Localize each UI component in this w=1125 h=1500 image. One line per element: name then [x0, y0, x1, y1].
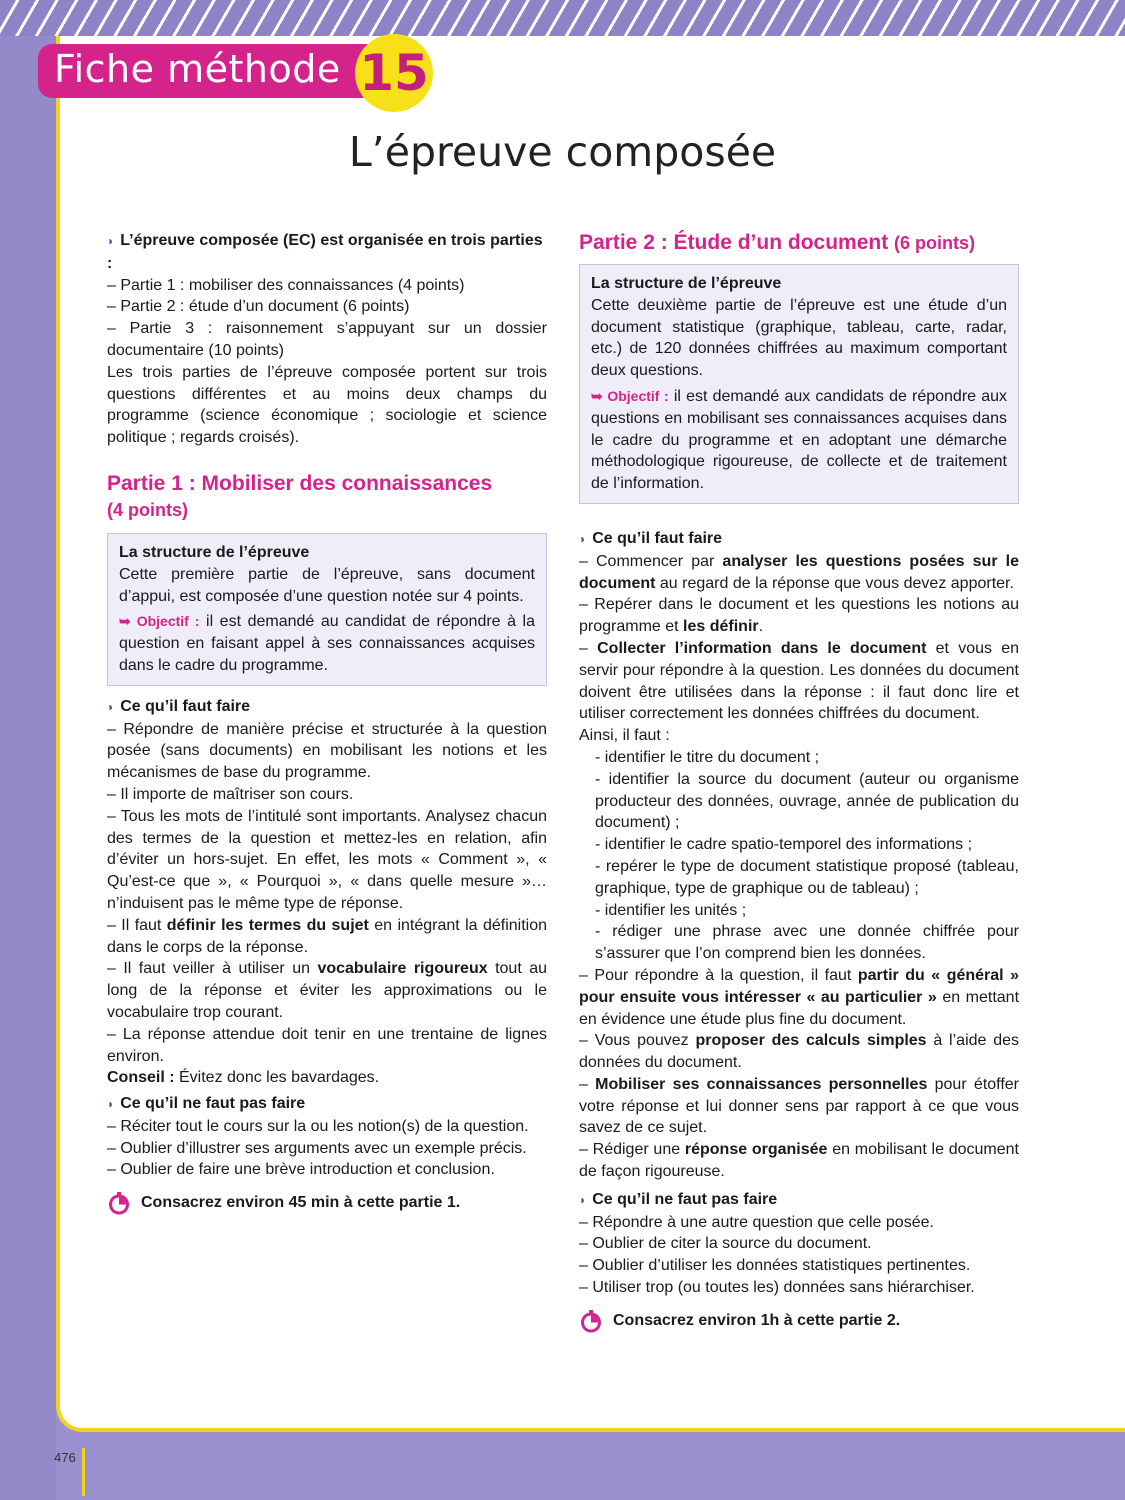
time-note: Consacrez environ 1h à cette partie 2. [579, 1309, 1019, 1333]
box-title: La structure de l’épreuve [591, 275, 782, 292]
step-item: - identifier la source du document (auteur ou organisme producteur des données, ouvrage, année de publication du document) ; [595, 770, 1019, 832]
do-item: – Répondre de manière précise et structurée à la question posée (sans documents) en mobilisant les notions et les mécanismes de base du programme. [107, 720, 547, 782]
do-item: – Rédiger une réponse organisée en mobilisant le document de façon rigoureuse. [579, 1141, 1019, 1181]
left-column [107, 230, 547, 1215]
dont-title: ◗ Ce qu’il ne faut pas faire [107, 1095, 306, 1113]
do-item: – La réponse attendue doit tenir en une trentaine de lignes environ. [107, 1025, 547, 1065]
do-item: – Commencer par analyser les questions posées sur le document au regard de la réponse que vous devez apporter. [579, 552, 1019, 592]
step-item: - repérer le type de document statistique proposé (tableau, graphique, type de graphique ou de tableau) ; [595, 857, 1019, 897]
do-item: – Il faut veiller à utiliser un vocabulaire rigoureux tout au long de la réponse et éviter les approximations ou le vocabulaire trop courant. [107, 960, 548, 1021]
page-title: L’épreuve composée [348, 128, 777, 176]
box-title: La structure de l’épreuve [119, 543, 310, 561]
dont-item: – Oublier de faire une brève introduction et conclusion. [107, 1161, 495, 1179]
objectif-text: ➥ Objectif : il est demandé aux candidats de répondre aux questions en mobilisant ses connaissances acquises dans le cadre du programme et en adoptant une démarche méthodologique rigoureuse, de collecte et de traitement de l’information. [591, 387, 1007, 493]
box-text: Cette deuxième partie de l’épreuve est une étude d’un document statistique (graphique, tableau, carte, radar, etc.) de 120 données chiffrées au maximum comportant deux questions. [591, 296, 1007, 380]
do-item: – Mobiliser ses connaissances personnelles pour étoffer votre réponse et lui donner sens par rapport à ce que vous savez de ce sujet. [579, 1075, 1019, 1137]
do-item: – Vous pouvez proposer des calculs simples à l’aide des données du document. [579, 1032, 1019, 1072]
time-note: Consacrez environ 45 min à cette partie 1. [107, 1191, 547, 1215]
intro-item: – Partie 3 : raisonnement s’appuyant sur un dossier documentaire (10 points) [107, 320, 547, 359]
part1-heading: Partie 1 : Mobiliser des connaissances (4 points) [107, 471, 493, 520]
header-number-badge: 15 [355, 34, 433, 112]
bullet-icon: ◗ [579, 531, 587, 546]
footer-divider [82, 1448, 85, 1496]
objectif-text: ➥ Objectif : il est demandé au candidat de répondre à la question en faisant appel à ses connaissances acquises dans le cadre du programme. [119, 613, 535, 674]
bullet-icon: ◗ [107, 234, 115, 248]
page-number: 476 [54, 1450, 76, 1465]
header-stripes [0, 0, 1125, 36]
do-title: ◗ Ce qu’il faut faire [107, 697, 251, 715]
do-item: – Pour répondre à la question, il faut partir du « général » pour ensuite vous intéresser « au particulier » en mettant en évidence une étude plus fine du document. [579, 966, 1020, 1028]
do-item: – Il faut définir les termes du sujet en intégrant la définition dans le corps de la réponse. [107, 916, 548, 956]
do-item: – Il importe de maîtriser son cours. [107, 785, 354, 803]
stopwatch-icon [579, 1309, 603, 1333]
part1-structure-box [107, 533, 547, 686]
dont-item: – Oublier d’illustrer ses arguments avec un exemple précis. [107, 1139, 527, 1157]
part2-heading: Partie 2 : Étude d’un document (6 points) [579, 231, 976, 254]
dont-item: – Réciter tout le cours sur la ou les notion(s) de la question. [107, 1117, 529, 1135]
right-column [579, 230, 1019, 1333]
do-title: ◗ Ce qu’il faut faire [579, 529, 723, 547]
do-item: – Collecter l’information dans le document et vous en servir pour répondre à la question. Les données du document doivent être utilisées dans la réponse : il faut donc lire et utiliser correctement les données chiffrées du document. [579, 639, 1020, 723]
conseil: Conseil : Évitez donc les bavardages. [107, 1069, 380, 1087]
dont-title: ◗ Ce qu’il ne faut pas faire [579, 1190, 778, 1208]
intro-item: – Partie 1 : mobiliser des connaissances (4 points) [107, 276, 465, 294]
part2-structure-box [579, 264, 1019, 504]
intro-bullet: ◗ L’épreuve composée (EC) est organisée en trois parties : [107, 232, 543, 272]
dont-item: – Utiliser trop (ou toutes les) données sans hiérarchiser. [579, 1279, 975, 1297]
left-margin-band [0, 36, 56, 1500]
intro-item: – Partie 2 : étude d’un document (6 points) [107, 298, 410, 316]
step-item: - identifier les unités ; [595, 901, 747, 919]
intro-paragraph: Les trois parties de l’épreuve composée portent sur trois questions différentes et au moins deux champs du programme (science économique ; sociologie et science politique ; regards croisés). [107, 363, 547, 447]
stopwatch-icon [107, 1191, 131, 1215]
step-item: - identifier le cadre spatio-temporel des informations ; [595, 836, 973, 854]
ainsi-text: Ainsi, il faut : [579, 727, 670, 745]
dont-item: – Oublier de citer la source du document. [579, 1235, 872, 1253]
bullet-icon: ◗ [107, 1097, 115, 1112]
bullet-icon: ◗ [107, 699, 115, 714]
step-item: - identifier le titre du document ; [595, 748, 820, 766]
dont-item: – Répondre à une autre question que celle posée. [579, 1213, 934, 1231]
do-item: – Repérer dans le document et les questions les notions au programme et les définir. [579, 596, 1019, 636]
do-item: – Tous les mots de l’intitulé sont importants. Analysez chacun des termes de la question et mettez-les en relation, afin d’éviter un hors-sujet. En effet, les mots « Comment », « Qu’est-ce que », « Pourquoi », « dans quelle mesure »… n’induisent pas le même type de réponse. [107, 807, 547, 912]
box-text: Cette première partie de l’épreuve, sans document d’appui, est composée d’une question notée sur 4 points. [119, 565, 535, 605]
step-item: - rédiger une phrase avec une donnée chiffrée pour s’assurer que l’on comprend bien les données. [595, 923, 1019, 963]
bullet-icon: ◗ [579, 1192, 587, 1207]
header-label: Fiche méthode [54, 47, 341, 91]
dont-item: – Oublier d’utiliser les données statistiques pertinentes. [579, 1257, 971, 1275]
